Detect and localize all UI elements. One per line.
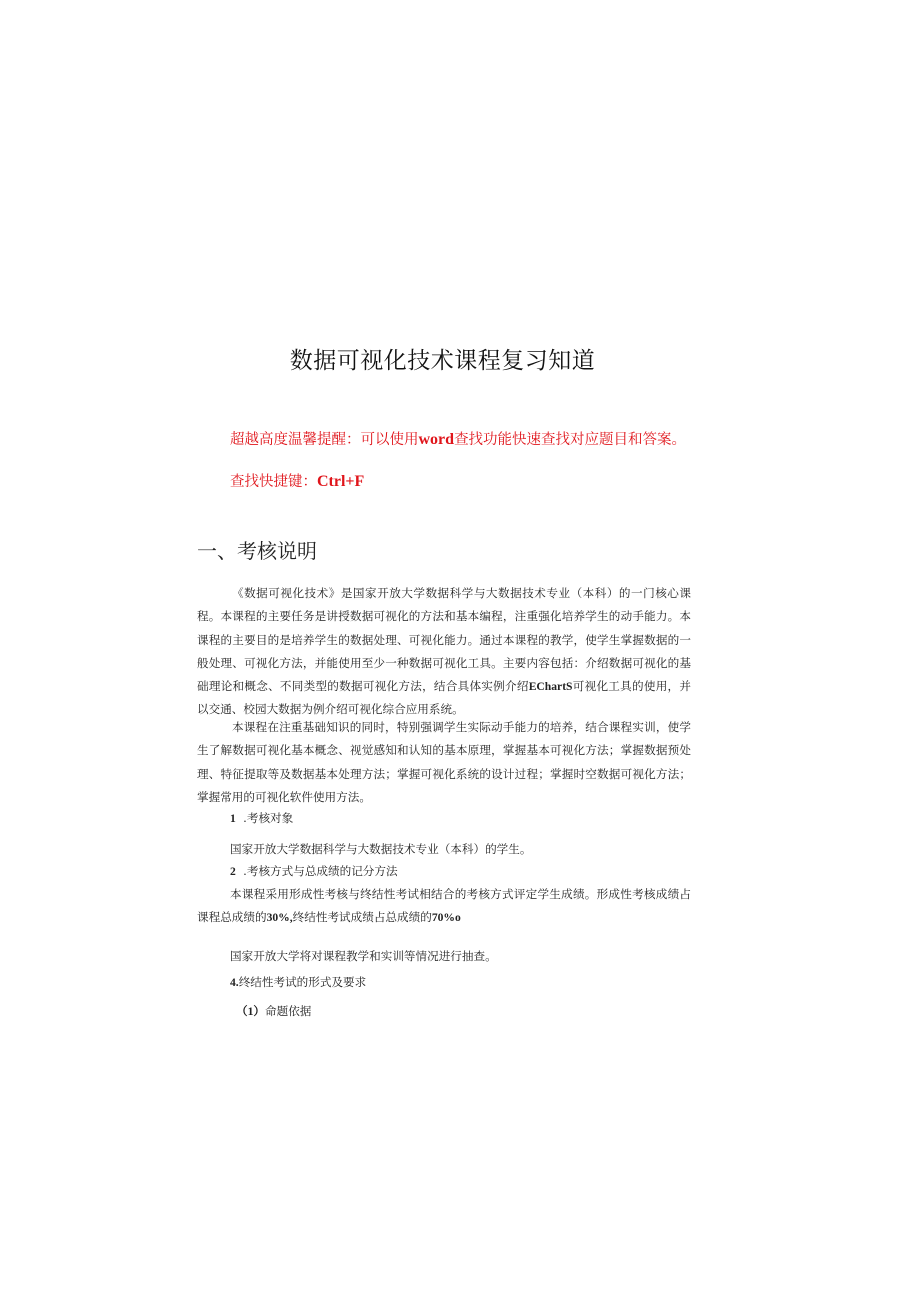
tip-prefix: 超越高度温馨提醒：可以使用 [230,432,419,448]
assessment-target-text: 国家开放大学数据科学与大数据技术专业（本科）的学生。 [230,842,532,856]
method-text-a: 本课程采用形成性考核与终结性考试相结合的考核方式评定学生成绩。形成性考核成绩占课程总成绩的 [197,887,691,925]
section-heading: 一、考核说明 [197,539,317,563]
item-assessment-target [230,808,690,829]
assessment-method-paragraph [197,883,691,930]
intro-tail: 可视化工具的使用，并以交通、校园大数据为例介绍可视化综合应用系统。 [197,679,691,717]
course-paragraph: 本课程在注重基础知识的同时，特别强调学生实际动手能力的培养，结合课程实训，使学生了解数据可视化基本概念、视觉感知和认知的基本原理，掌握基本可视化方法；掌握数据预处理、特征提取等及数据基本处理方法；掌握可视化系统的设计过程；掌握时空数据可视化方法；掌握常用的可视化软件使用方法。 [197,720,691,804]
sub-item-basis [236,1001,696,1022]
formative-percent: 30%, [266,911,293,925]
item-number: 2 [230,865,236,878]
item-assessment-method [230,861,690,882]
tip-suffix: 查找功能快速查找对应题目和答案。 [454,432,687,448]
item-number: 1 [230,812,236,825]
intro-text: 《数据可视化技术》是国家开放大学数据科学与大数据技术专业（本科）的一门核心课程。本课程的主要任务是讲授数据可视化的方法和基本编程，注重强化培养学生的动手能力。本课程的主要目的是培养学生的数据处理、可视化能力。通过本课程的教学，使学生掌握数据的一般处理、可视化方法，并能使用至少一种数据可视化工具。主要内容包括：介绍数据可视化的基础理论和概念、不同类型的数据可视化方法，结合具体实例介绍 [197,586,691,694]
method-text-b: 终结性考试成绩占总成绩的 [292,910,432,925]
item-label: 终结性考试的形式及要求 [238,975,367,989]
tip-word: word [418,431,455,448]
item-label: .考核方式与总成绩的记分方法 [243,864,398,878]
shortcut-prefix: 查找快捷键： [230,474,317,490]
intro-echarts: EChartS [528,680,573,694]
shortcut-key: Ctrl+F [317,473,365,490]
tip-line-search [197,428,697,452]
item-label: .考核对象 [243,811,294,825]
final-percent: 70%o [431,911,461,925]
spot-check-text: 国家开放大学将对课程教学和实训等情况进行抽查。 [230,949,497,963]
sub-item-number: （1） [236,1005,265,1018]
item-number: 4. [230,976,239,989]
sub-item-label: 命题依据 [265,1004,312,1018]
item-final-exam [230,972,690,993]
intro-paragraph [197,582,691,722]
document-title: 数据可视化技术课程复习知道 [289,348,596,374]
tip-line-shortcut [197,470,730,494]
